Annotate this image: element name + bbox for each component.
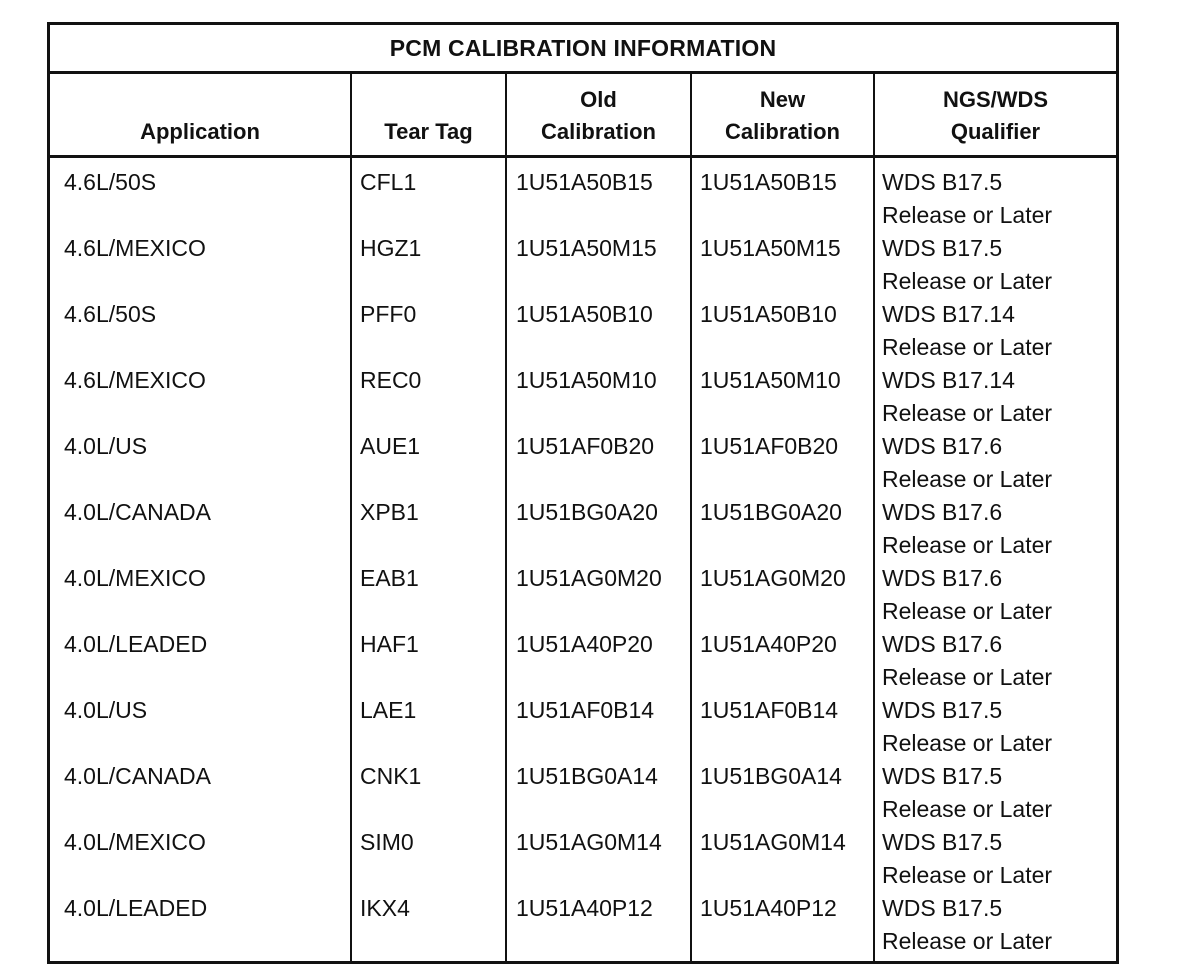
qualifier-line2-cell: Release or Later [882,928,1053,954]
qualifier-line1-cell: WDS B17.14 [882,367,1015,393]
application-cell: 4.6L/50S [64,301,157,327]
table-row [50,892,1116,958]
application-cell: 4.0L/US [64,433,148,459]
table-row [50,298,1116,364]
qualifier-line2-cell: Release or Later [882,796,1053,822]
old-calibration-cell: 1U51A40P20 [516,631,653,657]
tear-tag-cell: PFF0 [360,301,417,327]
tear-tag-cell: REC0 [360,367,422,393]
old-calibration-cell: 1U51A50M15 [516,235,657,261]
qualifier-line2-cell: Release or Later [882,862,1053,888]
header-tear-tag [352,74,505,158]
qualifier-line2-cell: Release or Later [882,532,1053,558]
new-calibration-cell: 1U51BG0A14 [700,763,842,789]
tear-tag-cell: CFL1 [360,169,417,195]
new-calibration-cell: 1U51BG0A20 [700,499,842,525]
table-header-row [50,74,1116,158]
qualifier-line2-cell: Release or Later [882,400,1053,426]
qualifier-line1-cell: WDS B17.5 [882,169,1003,195]
old-calibration-cell: 1U51A50B15 [516,169,653,195]
qualifier-line2-cell: Release or Later [882,730,1053,756]
tear-tag-cell: AUE1 [360,433,421,459]
old-calibration-cell: 1U51AF0B14 [516,697,655,723]
old-calibration-cell: 1U51A50B10 [516,301,653,327]
new-calibration-cell: 1U51A50B15 [700,169,837,195]
header-application [50,74,350,158]
qualifier-line1-cell: WDS B17.6 [882,565,1003,591]
qualifier-line2-cell: Release or Later [882,598,1053,624]
new-calibration-cell: 1U51A50B10 [700,301,837,327]
old-calibration-cell: 1U51A40P12 [516,895,653,921]
table-body [50,166,1116,958]
new-calibration-cell: 1U51A50M10 [700,367,841,393]
application-cell: 4.0L/CANADA [64,499,212,525]
qualifier-line2-cell: Release or Later [882,268,1053,294]
application-cell: 4.6L/50S [64,169,157,195]
table-row [50,760,1116,826]
qualifier-line1-cell: WDS B17.6 [882,433,1003,459]
calibration-table [47,22,1119,964]
qualifier-line2-cell: Release or Later [882,334,1053,360]
new-calibration-cell: 1U51AF0B14 [700,697,839,723]
new-calibration-cell: 1U51AG0M14 [700,829,846,855]
old-calibration-cell: 1U51AG0M14 [516,829,662,855]
qualifier-line1-cell: WDS B17.6 [882,499,1003,525]
application-cell: 4.0L/US [64,697,148,723]
old-calibration-cell: 1U51AF0B20 [516,433,655,459]
old-calibration-cell: 1U51AG0M20 [516,565,662,591]
table-row [50,826,1116,892]
header-old-calibration-line2: Calibration [541,119,656,144]
table-row [50,364,1116,430]
qualifier-line1-cell: WDS B17.14 [882,301,1015,327]
tear-tag-cell: IKX4 [360,895,410,921]
header-new-calibration [692,74,873,158]
tear-tag-cell: EAB1 [360,565,419,591]
header-old-calibration [507,74,690,158]
application-cell: 4.0L/CANADA [64,763,212,789]
old-calibration-cell: 1U51A50M10 [516,367,657,393]
new-calibration-cell: 1U51AG0M20 [700,565,846,591]
qualifier-line1-cell: WDS B17.5 [882,895,1003,921]
qualifier-line2-cell: Release or Later [882,202,1053,228]
qualifier-line2-cell: Release or Later [882,466,1053,492]
header-tear-tag-label: Tear Tag [384,119,473,144]
tear-tag-cell: HAF1 [360,631,419,657]
new-calibration-cell: 1U51AF0B20 [700,433,839,459]
tear-tag-cell: HGZ1 [360,235,422,261]
old-calibration-cell: 1U51BG0A20 [516,499,658,525]
new-calibration-cell: 1U51A40P20 [700,631,837,657]
table-row [50,496,1116,562]
qualifier-line2-cell: Release or Later [882,664,1053,690]
table-row [50,694,1116,760]
qualifier-line1-cell: WDS B17.5 [882,235,1003,261]
application-cell: 4.0L/MEXICO [64,565,206,591]
table-row [50,232,1116,298]
qualifier-line1-cell: WDS B17.5 [882,697,1003,723]
application-cell: 4.6L/MEXICO [64,235,206,261]
header-qualifier-line1: NGS/WDS [942,87,1049,112]
tear-tag-cell: CNK1 [360,763,422,789]
application-cell: 4.6L/MEXICO [64,367,206,393]
application-cell: 4.0L/LEADED [64,631,208,657]
qualifier-line1-cell: WDS B17.5 [882,829,1003,855]
header-application-label: Application [140,119,260,144]
table-row [50,562,1116,628]
tear-tag-cell: SIM0 [360,829,414,855]
table-title: PCM CALIBRATION INFORMATION [50,25,1116,74]
old-calibration-cell: 1U51BG0A14 [516,763,658,789]
application-cell: 4.0L/MEXICO [64,829,206,855]
new-calibration-cell: 1U51A50M15 [700,235,841,261]
tear-tag-cell: XPB1 [360,499,419,525]
header-qualifier [875,74,1116,158]
application-cell: 4.0L/LEADED [64,895,208,921]
qualifier-line1-cell: WDS B17.5 [882,763,1003,789]
header-new-calibration-line2: Calibration [725,119,840,144]
new-calibration-cell: 1U51A40P12 [700,895,837,921]
header-qualifier-line2: Qualifier [950,119,1041,144]
tear-tag-cell: LAE1 [360,697,417,723]
table-row [50,166,1116,232]
table-row [50,430,1116,496]
qualifier-line1-cell: WDS B17.6 [882,631,1003,657]
header-new-calibration-line1: New [759,87,806,112]
header-old-calibration-line1: Old [580,87,617,112]
table-row [50,628,1116,694]
